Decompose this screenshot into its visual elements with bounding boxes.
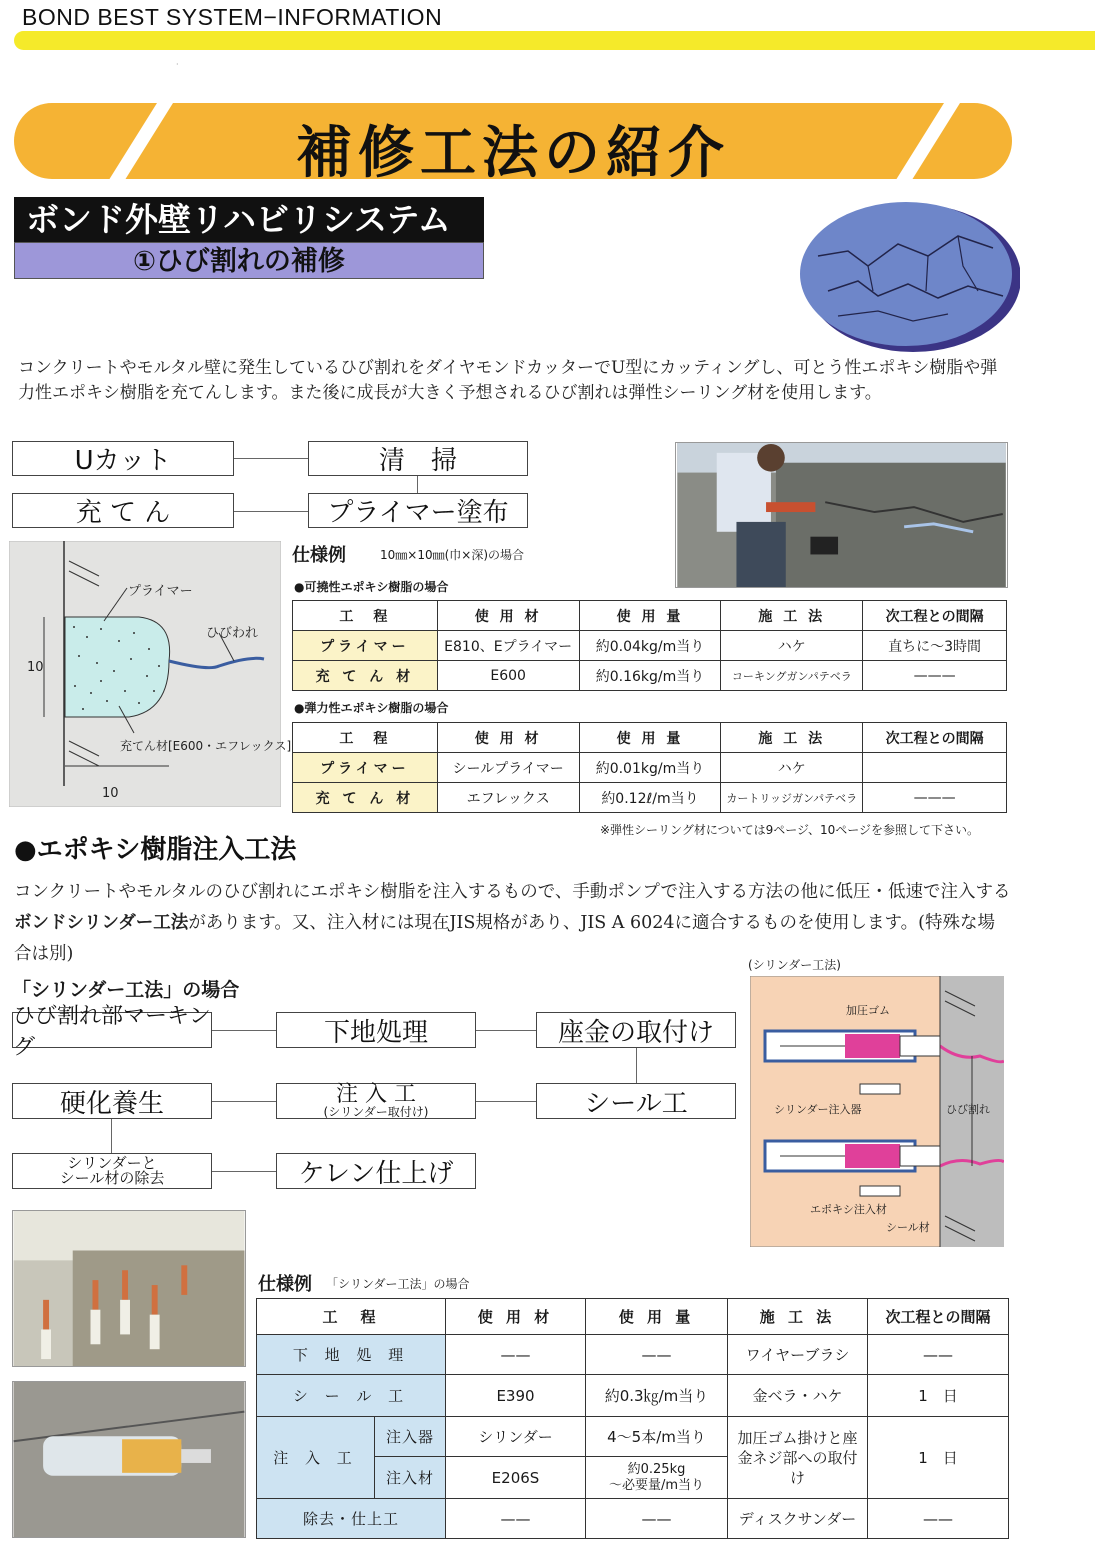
page-title: 補修工法の紹介 [296,121,730,179]
spec-table-elastic [292,722,1007,813]
col-header: 工 程 [293,723,438,753]
col-header: 使 用 量 [586,1299,728,1335]
flow-arrow [476,1101,536,1102]
spec1-note: 10㎜×10㎜(巾×深)の場合 [380,548,525,562]
flow-remove: シリンダーと シール材の除去 [12,1153,212,1189]
header-title: BOND BEST SYSTEM−INFORMATION [22,4,443,30]
dim-vertical: 10 [27,660,44,675]
table-row: 充 て ん 材 E600 約0.16kg/m当り コーキングガンパテベラ ——— [293,661,1007,691]
section-heading: ●エポキシ樹脂注入工法 [14,835,297,865]
spec-table-flexible [292,600,1007,691]
flow-marking: ひび割れ部マーキング [13,1004,211,1060]
col-header: 次工程との間隔 [863,723,1007,753]
table-row: 注 入 工 注入器 シリンダー 4〜5本/m当り 加圧ゴム掛けと座金ネジ部への取付け 1 日 [257,1417,1009,1457]
worker-photo [675,442,1008,588]
spec1-case-b: ●弾力性エポキシ樹脂の場合 [294,701,449,715]
table-row: 充 て ん 材 エフレックス 約0.12ℓ/m当り カートリッジガンパテベラ ——— [293,783,1007,813]
flow-arrow [111,1119,112,1153]
label-filler: 充てん材[E600・エフレックス] [120,739,292,753]
table-row: プライマー E810、Eプライマー 約0.04kg/m当り ハケ 直ちに〜3時間 [293,631,1007,661]
col-header: 施 工 法 [721,601,863,631]
label-primer: プライマー [128,584,193,599]
intro-paragraph: コンクリートやモルタル壁に発生しているひび割れをダイヤモンドカッターでU型にカッティングし、可とう性エポキシ樹脂や弾力性エポキシ樹脂を充てんします。また後に成長が大きく予想されるひび割れは弾性シーリング材を使用します。 [18,358,998,403]
col-header: 次工程との間隔 [868,1299,1009,1335]
col-header: 施 工 法 [728,1299,868,1335]
flow2-title: 「シリンダー工法」の場合 [12,979,240,1001]
spec1-title: 仕様例 [292,545,346,566]
col-header: 使 用 材 [437,723,579,753]
flow-arrow [476,1030,536,1031]
header-bar [14,31,1095,50]
flow-arrow [636,1048,637,1083]
label-injector: シリンダー注入器 [774,1103,862,1116]
flow-arrow [417,476,418,493]
crack-photo [798,196,1020,354]
label-seal: シール材 [886,1221,930,1234]
flow-ucut: Uカット [12,441,234,476]
flow-prep: 下地処理 [276,1012,476,1048]
spec-table-cylinder [256,1298,1009,1539]
diagram2-caption: (シリンダー工法) [748,958,841,972]
flow-seal: シール工 [536,1083,736,1119]
col-header: 工 程 [257,1299,446,1335]
flow-cure: 硬化養生 [12,1083,212,1119]
table-row: 注入材 E206S 約0.25kg 〜必要量/m当り [257,1457,1009,1499]
flow-arrow [212,1030,276,1031]
table-row: 下 地 処 理 —— —— ワイヤーブラシ —— [257,1335,1009,1375]
col-header: 施 工 法 [721,723,863,753]
title-banner [14,103,1012,179]
flow-arrow [234,511,308,512]
dim-horizontal: 10 [102,786,119,801]
col-header: 使 用 量 [579,601,721,631]
system-title: ボンド外壁リハビリシステム [14,197,484,242]
spec2-title: 仕様例 [258,1274,312,1295]
spec1-footnote: ※弾性シーリング材については9ページ、10ページを参照して下さい。 [600,823,980,837]
table-row: プライマー シールプライマー 約0.01kg/m当り ハケ [293,753,1007,783]
flow-arrow [234,458,308,459]
label-crack2: ひび割れ [946,1103,990,1116]
label-epoxy: エポキシ注入材 [810,1203,887,1216]
cylinder-photo-1 [12,1210,246,1367]
table-row: 除去・仕上工 —— —— ディスクサンダー —— [257,1499,1009,1539]
cylinder-photo-2 [12,1381,246,1538]
flow-arrow [212,1171,276,1172]
flow-inject: 注 入 工 (シリンダー取付け) [276,1083,476,1119]
col-header: 使 用 量 [579,723,721,753]
label-crack: ひびわれ [206,626,259,641]
section-paragraph: コンクリートやモルタルのひび割れにエポキシ樹脂を注入するもので、手動ポンプで注入する方法の他に低圧・低速で注入するボンドシリンダー工法があります。又、注入材には現在JIS規格があり、JIS A 6024に適合するものを使用します。(特殊な場合は別) [14,882,1011,964]
flow-primer: プライマー塗布 [308,493,528,528]
label-rubber: 加圧ゴム [846,1004,890,1017]
flow-arrow [212,1101,276,1102]
flow-washer: 座金の取付け [536,1012,736,1048]
flow-clean: 清 掃 [308,441,528,476]
spec2-note: 「シリンダー工法」の場合 [326,1277,470,1291]
col-header: 工 程 [293,601,438,631]
flow-fill: 充 て ん [12,493,234,528]
col-header: 次工程との間隔 [863,601,1007,631]
flow-finish: ケレン仕上げ [276,1153,476,1189]
spec1-case-a: ●可撓性エポキシ樹脂の場合 [294,580,449,594]
col-header: 使 用 材 [446,1299,586,1335]
col-header: 使 用 材 [437,601,579,631]
speck: · [176,60,179,69]
table-row: シ ー ル 工 E390 約0.3㎏/m当り 金ベラ・ハケ 1 日 [257,1375,1009,1417]
system-subtitle: ①ひび割れの補修 [14,242,484,279]
